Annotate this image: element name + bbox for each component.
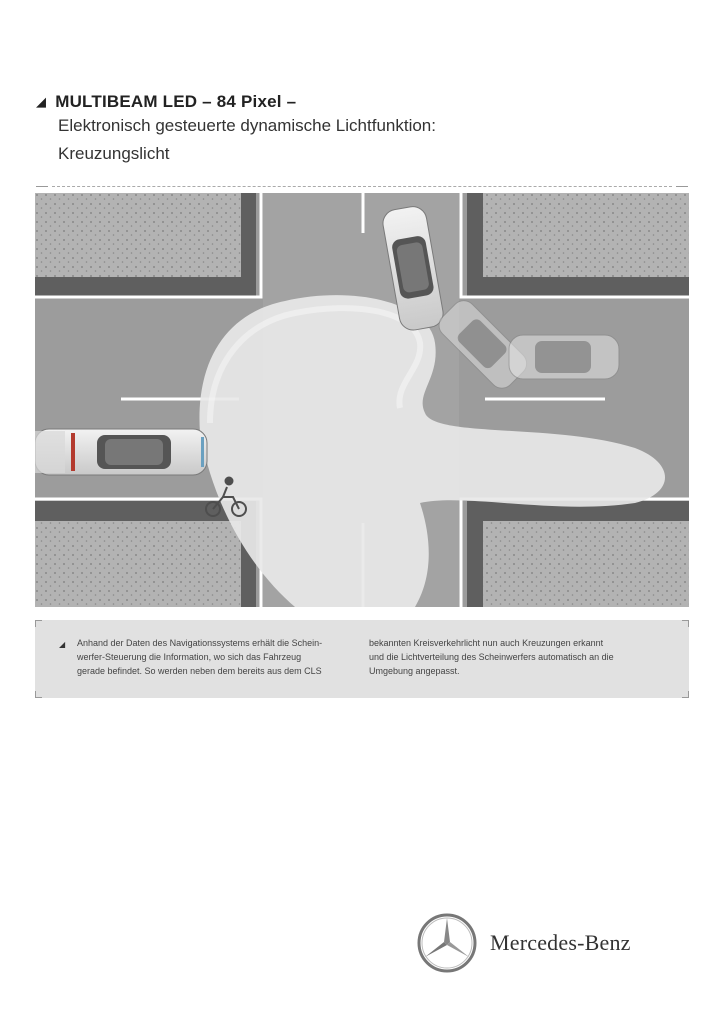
caption-line: gerade befindet. So werden neben dem bereits aus dem CLS xyxy=(77,666,322,676)
sidewalk-bottom-left xyxy=(35,501,256,607)
triangle-marker-icon: ◢ xyxy=(59,640,66,649)
sidewalk-bottom-right xyxy=(467,501,689,607)
caption-box xyxy=(35,620,689,698)
page-title: MULTIBEAM LED – 84 Pixel – xyxy=(55,92,297,111)
title-row xyxy=(36,92,436,112)
caption-line: werfer-Steuerung die Information, wo sich das Fahrzeug xyxy=(77,652,302,662)
page-header xyxy=(36,92,436,168)
caption-column-1 xyxy=(77,636,357,678)
car-icon xyxy=(509,335,619,379)
intersection-illustration xyxy=(35,193,689,607)
caption-line: und die Lichtverteilung des Scheinwerfers automatisch an die xyxy=(369,652,614,662)
sidewalk-top-left xyxy=(35,193,256,297)
brand-name: Mercedes-Benz xyxy=(490,930,631,955)
sidewalk-top-right xyxy=(467,193,689,297)
subtitle-line-1: Elektronisch gesteuerte dynamische Lichtfunktion: xyxy=(58,116,436,135)
mercedes-logo xyxy=(416,912,631,974)
car-icon xyxy=(35,429,207,475)
caption-line: Umgebung angepasst. xyxy=(369,666,460,676)
caption-line: bekannten Kreisverkehrlicht nun auch Kreuzungen erkannt xyxy=(369,638,604,648)
three-pointed-star-icon xyxy=(416,912,478,974)
caption-column-2 xyxy=(369,636,669,678)
subtitle-line-2: Kreuzungslicht xyxy=(58,144,170,163)
caption-line: Anhand der Daten des Navigationssystems erhält die Schein- xyxy=(77,638,323,648)
triangle-marker-icon: ◢ xyxy=(36,94,47,109)
